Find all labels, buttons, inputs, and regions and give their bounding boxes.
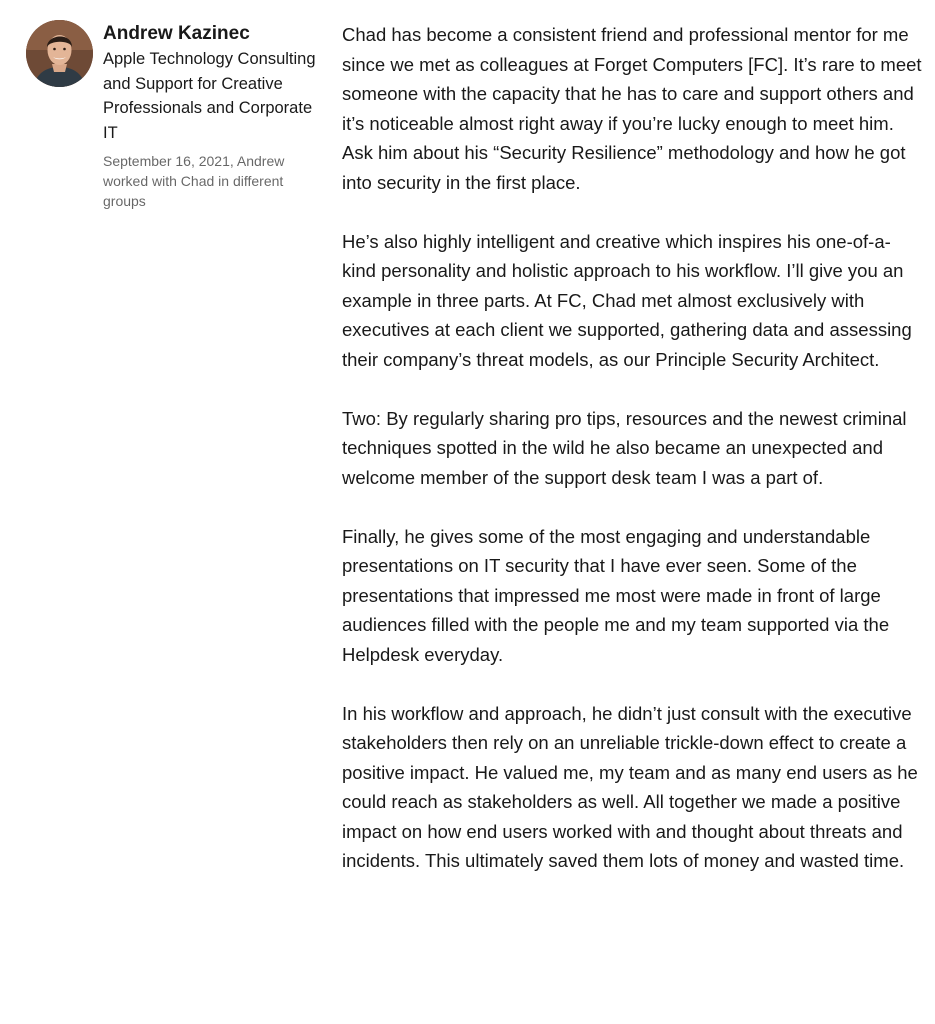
recommendation-paragraph: Finally, he gives some of the most engaging and understandable presentations on IT security that I have ever seen. Some of the presentations that impressed me most were made in front of large audiences filled with the people me and my team supported via the Helpdesk everyday. — [342, 525, 890, 665]
recommendation-paragraph: Chad has become a consistent friend and professional mentor for me since we met as colleagues at Forget Computers [FC]. It’s rare to meet someone with the capacity that he has to care and support others and it’s noticeable almost right away if you’re lucky enough to meet him. Ask him about his “Security Resilience” methodology and how he got into security in the first place. — [342, 24, 922, 193]
recommendation-paragraph: In his workflow and approach, he didn’t just consult with the executive stakeholders then rely on an unreliable trickle-down effect to create a positive impact. He valued me, my team and as many end users as he could reach as stakeholders as well. All together we made a positive impact on how end users worked with and thought about threats and incidents. This ultimately saved them lots of money and wasted time. — [342, 702, 918, 871]
recommendation-text — [342, 20, 922, 905]
author-headline: Apple Technology Consulting and Support for Creative Professionals and Corporate IT — [103, 50, 316, 142]
recommendation-paragraph: He’s also highly intelligent and creative which inspires his one-of-a-kind personality and holistic approach to his workflow. I’ll give you an example in three parts. At FC, Chad met almost exclusively with executives at each client we supported, gathering data and assessing their company’s threat models, as our Principle Security Architect. — [342, 230, 912, 370]
recommendation-paragraph: Two: By regularly sharing pro tips, resources and the newest criminal techniques spotted in the wild he also became an unexpected and welcome member of the support desk team I was a part of. — [342, 407, 907, 488]
author-info — [103, 22, 325, 211]
author-name[interactable]: Andrew Kazinec — [103, 23, 250, 44]
author-avatar[interactable] — [26, 20, 93, 87]
person-photo-icon — [26, 20, 93, 87]
recommendation-meta: September 16, 2021, Andrew worked with Chad in different groups — [103, 153, 285, 209]
